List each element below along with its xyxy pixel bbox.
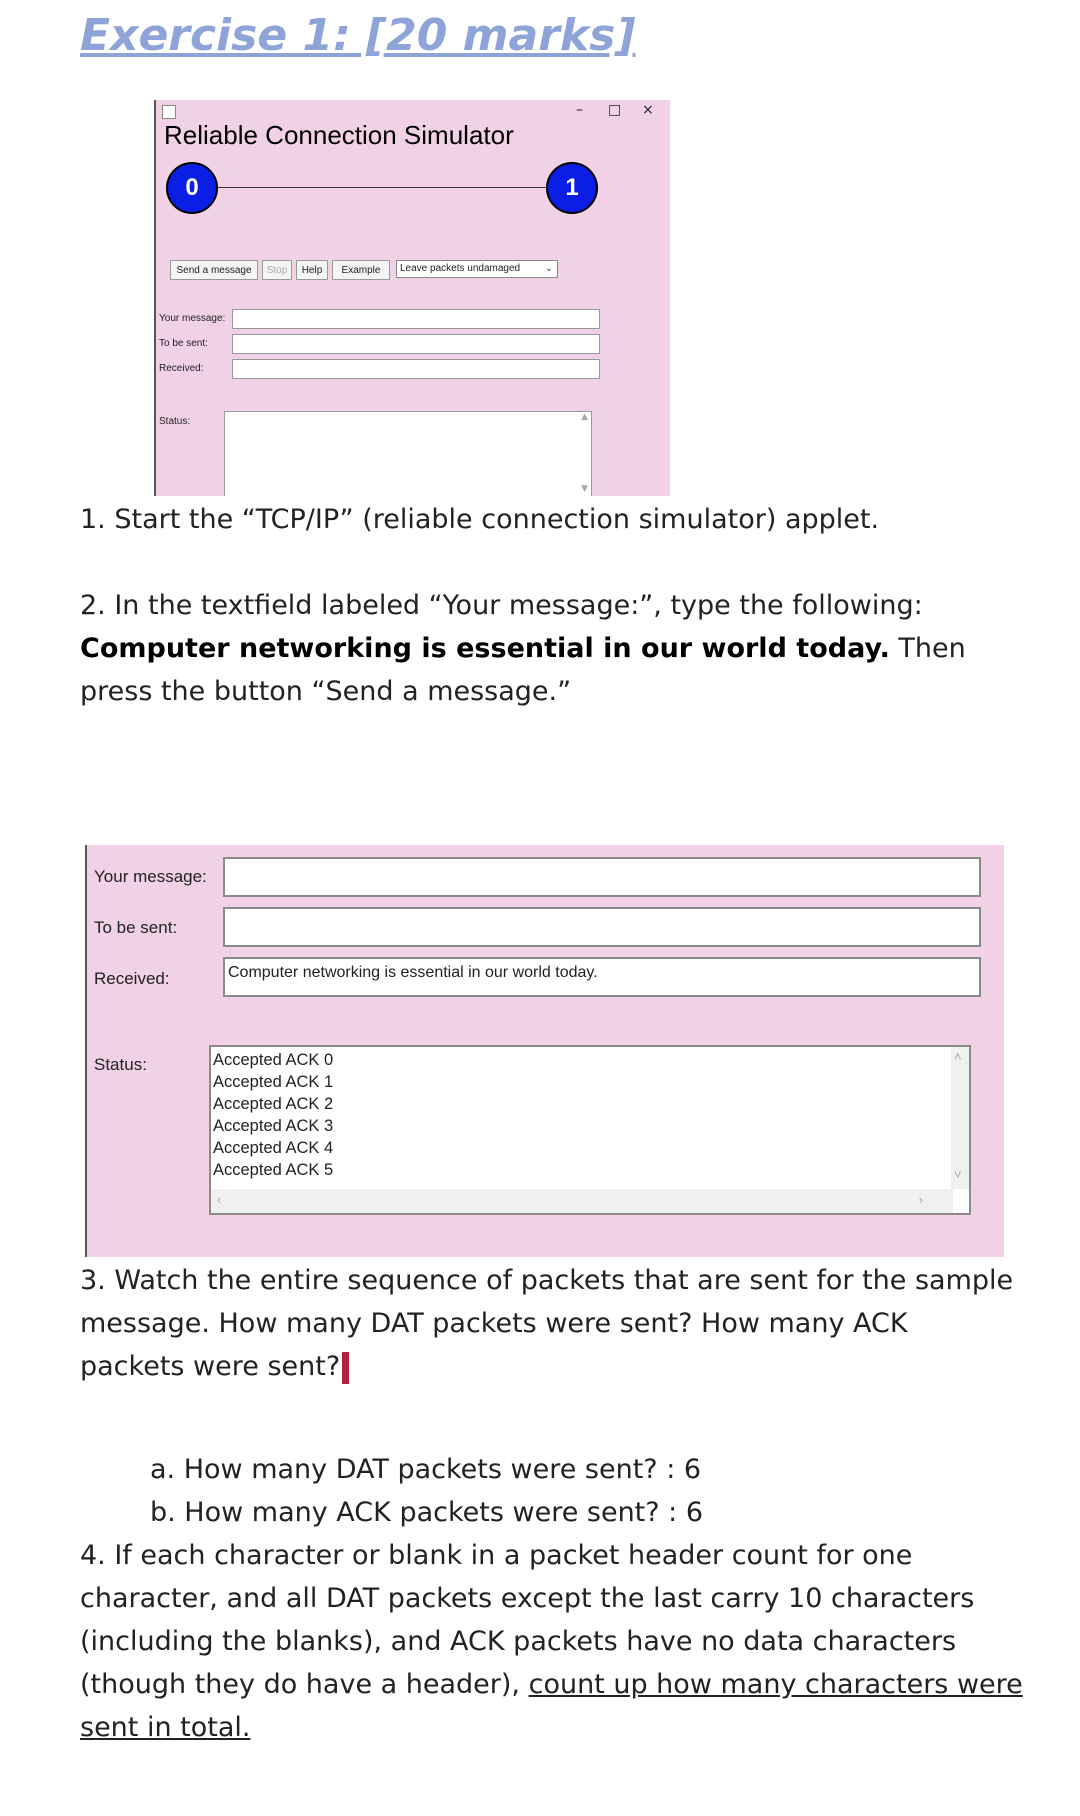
answer-b: b. How many ACK packets were sent? : 6: [150, 1497, 704, 1528]
answer-a: a. How many DAT packets were sent? : 6: [150, 1454, 702, 1485]
step-3-text: 3. Watch the entire sequence of packets that are sent for the sample message. How many DAT packets were sent? How many ACK packets were sent?: [80, 1265, 1014, 1382]
vertical-scrollbar[interactable]: [951, 1047, 969, 1189]
simulator-window: [154, 100, 670, 496]
minimize-icon[interactable]: –: [576, 102, 583, 118]
status-log[interactable]: [209, 1045, 971, 1215]
status-lines: [213, 1049, 333, 1181]
your-message-label: Your message:: [94, 867, 207, 886]
received-label: Received:: [94, 969, 170, 988]
status-label: Status:: [94, 1055, 147, 1074]
scroll-left-icon[interactable]: ‹: [217, 1192, 222, 1207]
your-message-label: Your message:: [159, 313, 226, 324]
step-4-task: count up how many characters were sent in total.: [80, 1669, 1023, 1743]
horizontal-scrollbar[interactable]: [211, 1189, 953, 1213]
java-app-icon: [162, 105, 176, 119]
node-1: 1: [546, 162, 598, 214]
send-message-button[interactable]: Send a message: [170, 260, 258, 280]
status-line: Accepted ACK 1: [213, 1073, 334, 1091]
packet-mode-value: Leave packets undamaged: [400, 263, 521, 274]
step-3: [80, 1259, 1020, 1388]
step-1: 1. Start the “TCP/IP” (reliable connection simulator) applet.: [80, 504, 880, 535]
help-button[interactable]: Help: [296, 260, 328, 280]
scroll-up-icon[interactable]: ˄: [954, 1049, 962, 1064]
chevron-down-icon: ⌄: [544, 263, 553, 274]
step-2: [80, 584, 1020, 713]
status-label: Status:: [159, 416, 191, 427]
connection-line: [218, 187, 578, 188]
status-line: Accepted ACK 4: [213, 1139, 334, 1157]
status-line: Accepted ACK 3: [213, 1117, 334, 1135]
received-label: Received:: [159, 363, 204, 374]
simulator-result-panel: [85, 845, 1004, 1257]
scroll-down-icon[interactable]: ˅: [954, 1167, 962, 1182]
step-2-instruction: 2. In the textfield labeled “Your message:”, type the following:: [80, 590, 923, 621]
scroll-right-icon[interactable]: ›: [918, 1192, 923, 1207]
maximize-icon[interactable]: □: [608, 102, 622, 118]
exercise-title: Exercise 1: [20 marks]: [80, 10, 636, 61]
app-title: Reliable Connection Simulator: [164, 120, 514, 150]
example-button[interactable]: Example: [332, 260, 390, 280]
packet-mode-select[interactable]: [396, 260, 558, 278]
scroll-down-icon[interactable]: ▼: [581, 484, 588, 494]
received-field[interactable]: Computer networking is essential in our world today.: [223, 957, 981, 997]
status-line: Accepted ACK 0: [213, 1051, 334, 1069]
status-line: Accepted ACK 5: [213, 1161, 334, 1179]
scroll-up-icon[interactable]: ▲: [581, 412, 588, 422]
received-field[interactable]: [232, 359, 600, 379]
close-icon[interactable]: ×: [642, 102, 654, 118]
to-be-sent-field[interactable]: [223, 907, 981, 947]
text-cursor: [342, 1352, 349, 1384]
stop-button[interactable]: Stop: [262, 260, 292, 280]
to-be-sent-label: To be sent:: [159, 338, 208, 349]
status-line: Accepted ACK 2: [213, 1095, 334, 1113]
node-0: 0: [166, 162, 218, 214]
your-message-input[interactable]: [232, 309, 600, 329]
step-2-continuation: Then press the button “Send a message.”: [80, 633, 966, 707]
status-area[interactable]: [224, 411, 592, 496]
step-4: [80, 1534, 1040, 1749]
step-2-message: Computer networking is essential in our world today.: [80, 633, 890, 664]
step-4-text: 4. If each character or blank in a packet header count for one character, and all DAT packets except the last carry 10 characters (including the blanks), and ACK packets have no data characters (though they do have a header),: [80, 1540, 975, 1700]
to-be-sent-field[interactable]: [232, 334, 600, 354]
to-be-sent-label: To be sent:: [94, 918, 178, 937]
your-message-input[interactable]: [223, 857, 981, 897]
